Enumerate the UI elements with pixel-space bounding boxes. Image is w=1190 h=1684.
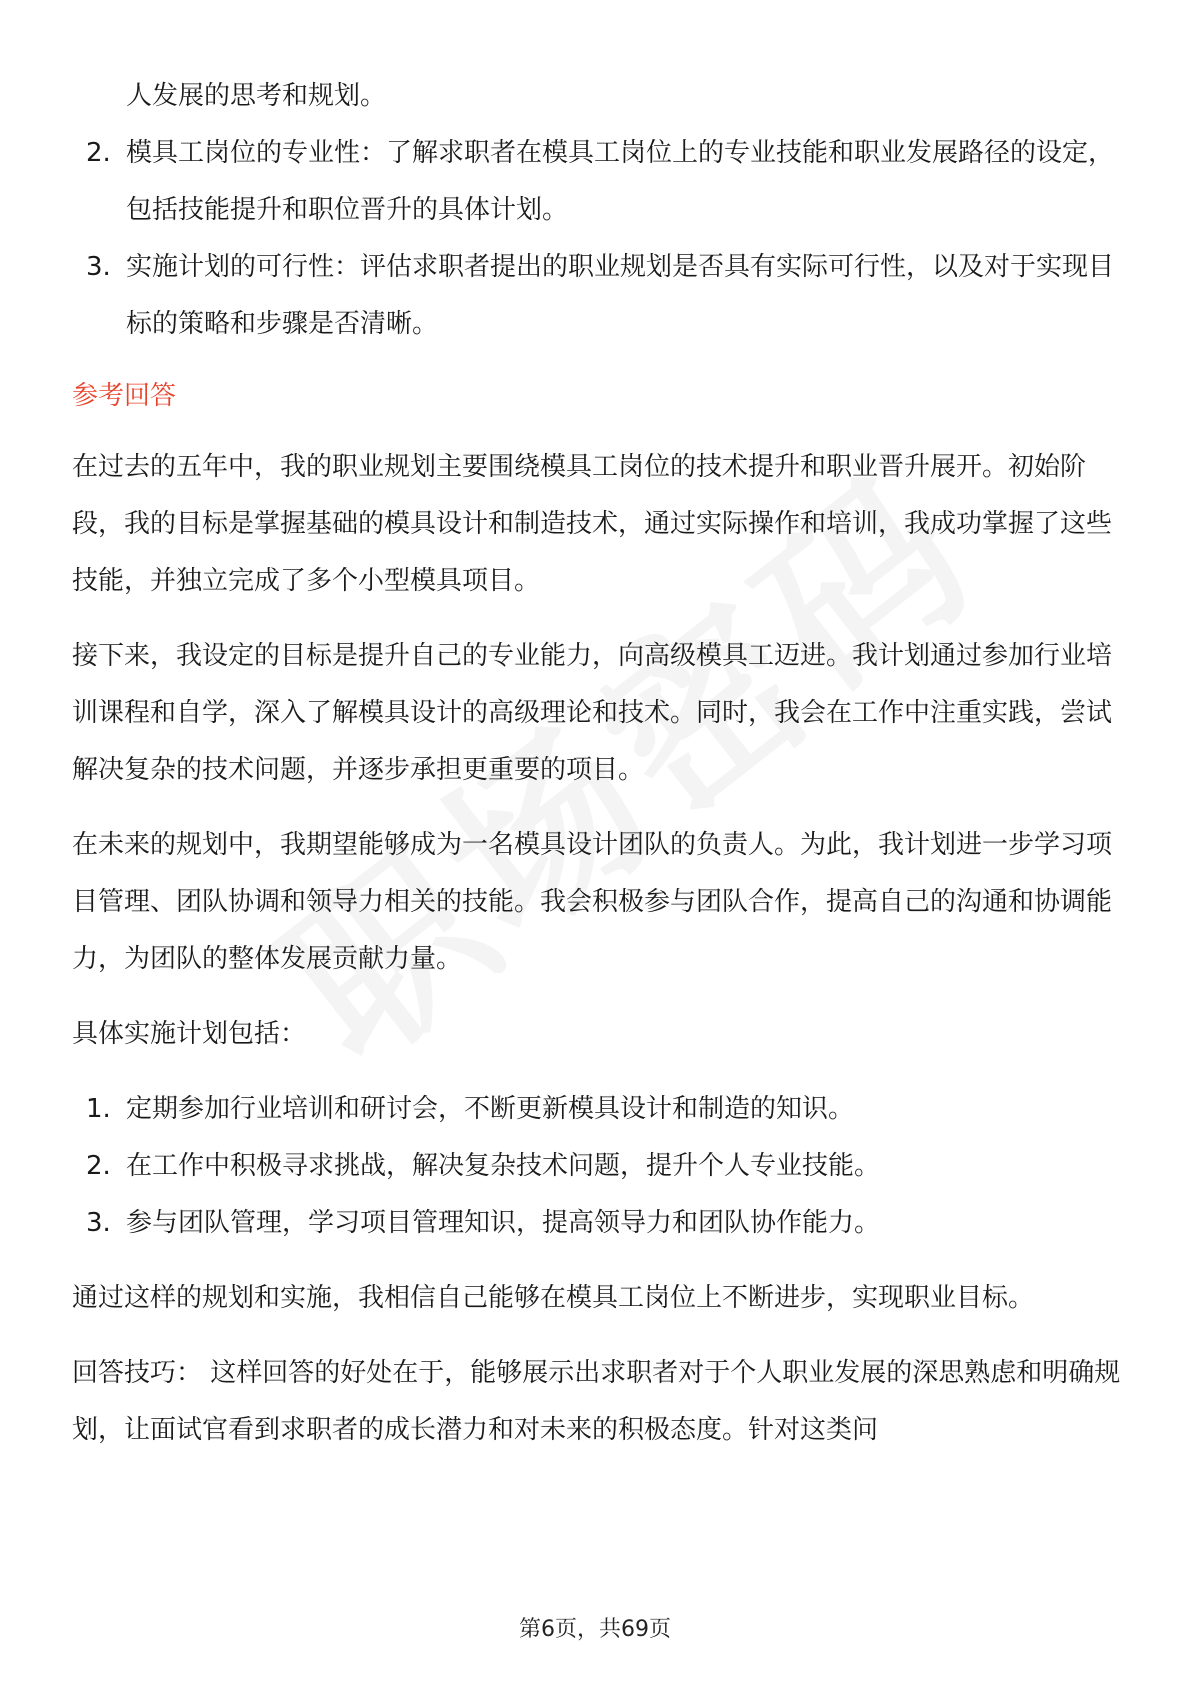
list-item-text: 在工作中积极寻求挑战，解决复杂技术问题，提升个人专业技能。 [126, 1151, 881, 1181]
paragraph: 回答技巧： 这样回答的好处在于，能够展示出求职者对于个人职业发展的深思熟虑和明确规划，让面试官看到求职者的成长潜力和对未来的积极态度。针对这类问 [72, 1358, 1121, 1445]
paragraph: 在未来的规划中，我期望能够成为一名模具设计团队的负责人。为此，我计划进一步学习项目管理、团队协调和领导力相关的技能。我会积极参与团队合作，提高自己的沟通和协调能力，为团队的整体发展贡献力量。 [72, 830, 1113, 974]
document-body [72, 68, 1122, 1459]
list-item-continuation: 人发展的思考和规划。 [126, 81, 387, 111]
list-item [72, 1081, 1122, 1138]
list-item [72, 125, 1122, 239]
paragraph: 通过这样的规划和实施，我相信自己能够在模具工岗位上不断进步，实现职业目标。 [72, 1283, 1035, 1313]
plan-list [72, 1081, 1122, 1252]
list-item [72, 239, 1122, 353]
list-number: 3. [86, 252, 111, 282]
list-number: 2. [86, 1151, 111, 1181]
list-item [72, 1195, 1122, 1252]
list-item-text: 参与团队管理，学习项目管理知识，提高领导力和团队协作能力。 [126, 1208, 881, 1238]
list-item-text: 定期参加行业培训和研讨会，不断更新模具设计和制造的知识。 [126, 1094, 855, 1124]
list-item [72, 1138, 1122, 1195]
paragraph: 在过去的五年中，我的职业规划主要围绕模具工岗位的技术提升和职业晋升展开。初始阶段，我的目标是掌握基础的模具设计和制造技术，通过实际操作和培训，我成功掌握了这些技能，并独立完成了多个小型模具项目。 [72, 452, 1113, 596]
focus-points-list [72, 125, 1122, 353]
paragraph: 接下来，我设定的目标是提升自己的专业能力，向高级模具工迈进。我计划通过参加行业培训课程和自学，深入了解模具设计的高级理论和技术。同时，我会在工作中注重实践，尝试解决复杂的技术问题，并逐步承担更重要的项目。 [72, 641, 1113, 785]
list-number: 2. [86, 138, 111, 168]
list-item-text: 模具工岗位的专业性：了解求职者在模具工岗位上的专业技能和职业发展路径的设定，包括技能提升和职位晋升的具体计划。 [126, 138, 1115, 225]
list-number: 3. [86, 1208, 111, 1238]
list-number: 1. [86, 1094, 111, 1124]
section-heading: 参考回答 [72, 381, 177, 411]
list-item-text: 实施计划的可行性：评估求职者提出的职业规划是否具有实际可行性，以及对于实现目标的策略和步骤是否清晰。 [126, 252, 1115, 339]
page-footer: 第6页，共69页 [519, 1617, 671, 1642]
paragraph: 具体实施计划包括： [72, 1019, 307, 1049]
